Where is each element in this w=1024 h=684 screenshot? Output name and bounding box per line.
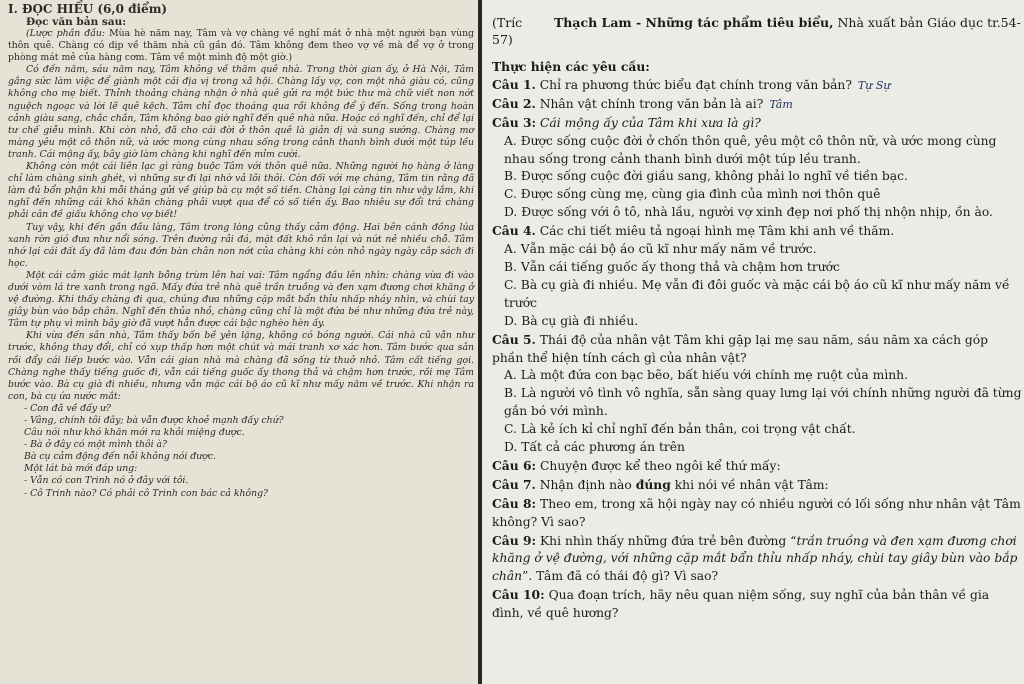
question-text-end: ”. Tâm đã có thái độ gì? Vì sao? — [522, 569, 719, 584]
option-3a: A. Được sống cuộc đời ở chốn thôn quê, yêu một cô thôn nữ, và ước mong cùng nhau sống trong cảnh thanh bình dưới một túp lều tranh. — [504, 133, 997, 166]
option-4b: B. Vẫn cái tiếng guốc ấy thong thả và chậm hơn trước — [504, 259, 840, 274]
option-4a: A. Vẫn mặc cái bộ áo cũ kĩ như mấy năm về trước. — [504, 242, 817, 257]
story-paragraph-2: Không còn một cái liên lạc gì ràng buộc Tâm với thôn quê nữa. Những người họ hàng ở làng chỉ làm chàng sinh ghét, vì những sự đi lại nhờ vả lôi thôi. Còn đối với mẹ chàng, Tâm tin rằng đã làm đủ bổn phận khi mỗi tháng gửi về giúp bà cụ một số tiền. Chàng lại càng tin như vậy lắm, khi nghĩ đến những cái khó khăn chàng phải vượt qua để có số tiền ấy. Bao nhiêu sự đổi trá chàng phải cân đề giấu không cho vợ biết! — [8, 161, 474, 221]
question-text: Nhận định nào — [539, 477, 632, 492]
intro-text: Mùa hè năm nay, Tâm và vợ chàng về nghỉ mát ở nhà một người bạn vùng thôn quê. Chàng có dịp về thăm nhà cũ gần đó. Tâm không đem theo vợ về mà để vợ ở trong phòng mát mẻ của hàng cơm. Tâm về một mình độ một giờ.) — [8, 28, 475, 64]
handwritten-note: Tự Sự — [857, 78, 891, 92]
question-3 — [492, 114, 1022, 133]
question-4 — [492, 222, 1022, 241]
section-heading: I. ĐỌC HIỂU (6,0 điểm) — [8, 2, 168, 16]
question-6 — [492, 457, 1022, 476]
story-paragraph-4: Một cái cảm giác mát lạnh bỗng trùm lên hai vai: Tâm ngẩng đầu lên nhìn: chàng vừa đi vào dưới vòm lá tre xanh trong ngõ. Mấy đứa trẻ nhà quê trần truồng và đen xạm đương chơi khăng ở vệ đường. Khi thấy chàng đi qua, chúng đưa những cặp mắt bẩn thỉu nhấp nháy nhìn, và chùi tay giây bùn vào bắp chân. Nghĩ đến thủa nhỏ, chàng cũng chỉ là một đứa bé như những đứa trẻ này, Tâm tự phụ vì mình bây giờ đã vượt hẳn được cái bậc nghèo hèn ấy. — [8, 269, 474, 330]
question-5 — [492, 331, 1022, 368]
intro-paragraph — [8, 28, 474, 64]
dialogue-line-3: Câu nói như khó khăn mới ra khỏi miệng được. — [24, 427, 245, 439]
dialogue-line-7: - Vẫn có con Trinh nó ở đây với tôi. — [24, 475, 189, 487]
dialogue-line-1: - Con đã về đấy ư? — [24, 402, 111, 414]
question-text: Chỉ ra phương thức biểu đạt chính trong văn bản? — [539, 77, 852, 92]
handwritten-note: Tâm — [769, 97, 793, 111]
option-5c: C. Là kẻ ích kỉ chỉ nghĩ đến bản thân, coi trọng vật chất. — [504, 422, 856, 437]
question-label: Câu 3: — [492, 114, 537, 130]
option-5a: A. Là một đứa con bạc bẽo, bất hiếu với chính mẹ ruột của mình. — [504, 368, 909, 383]
question-quote: trần truồng và đen xạm đương chơi khăng ở vệ đường, với những cặp mắt bẩn thỉu nhấp nháy, chùi tay giây bùn vào bắp chân — [492, 533, 1018, 584]
story-paragraph-3: Tuy vậy, khi đến gần đầu làng, Tâm trong lòng cũng thấy cảm động. Hai bên cánh đồng lúa xanh rờn gió đưa như nổi sóng. Trên đường rải đá, mặt đất khô rắn lại và nứt nẻ nhiều chỗ. Tâm nhớ lại cái đất ấy đã làm đau đớn bàn chân non nớt của chàng khi còn nhỏ ngày ngày cắp sách đi học. — [8, 221, 474, 269]
option-3c: C. Được sống cùng mẹ, cùng gia đình của mình nơi thôn quê — [504, 187, 881, 202]
option-4c: C. Bà cụ già đi nhiều. Mẹ vẫn đi đôi guốc và mặc cái bộ áo cũ kĩ như mấy năm về trước — [504, 277, 1010, 310]
question-label: Câu 8: — [492, 495, 537, 511]
right-page — [482, 0, 1024, 684]
intro-label: (Lược phần đầu: — [26, 28, 106, 39]
question-label: Câu 1. — [492, 76, 536, 92]
question-label: Câu 6: — [492, 457, 537, 473]
question-1 — [492, 76, 1022, 95]
question-emphasis: đúng — [635, 476, 671, 492]
question-text: Cái mộng ấy của Tâm khi xưa là gì? — [540, 115, 761, 130]
left-page — [0, 0, 478, 684]
source-citation — [492, 14, 1022, 48]
option-4d: D. Bà cụ già đi nhiều. — [504, 313, 639, 328]
option-5b: B. Là người vô tình vô nghĩa, sẵn sàng quay lưng lại với chính những người đã từng gắn bó với mình. — [504, 386, 1022, 419]
dialogue-line-4: - Bà ở đây có một mình thôi à? — [24, 439, 168, 451]
option-3d: D. Được sống với ô tô, nhà lầu, người vợ xinh đẹp nơi phố thị nhộn nhịp, ồn ào. — [504, 205, 993, 220]
question-10 — [492, 586, 1022, 623]
story-paragraph-1: Có đến năm, sáu năm nay, Tâm không về thăm quê nhà. Trong thời gian ấy, ở Hà Nội, Tâm gắng sức làm việc để giành một cái địa vị trong xã hội. Chàng lấy vợ, con một nhà giàu có, cũng không cho mẹ biết. Thỉnh thoảng chàng nhận ở nhà quê gửi ra một bức thư mà chữ viết non nớt nguệch ngoạc và lời lẽ quê kệch. Tâm chỉ đọc thoáng qua rồi không để ý đến. Sống trong hoàn cảnh giàu sang, chắc chắn, Tâm không bao giờ nghĩ đến quê nhà nữa. Hoặc có nghĩ đến, chỉ để lại tư chế giễu mình. Khi còn nhỏ, đã cho cái đời ở thôn quê là giản dị và sung sướng. Chàng mơ màng yêu một cô thôn nữ, và ước mong cùng nhau sống trong cảnh thanh bình dưới một túp lều tranh. Cái mộng ấy, bây giờ làm chàng khi nghĩ đến mỉm cười. — [8, 64, 474, 160]
question-label: Câu 10: — [492, 587, 545, 603]
dialogue-line-2: - Vâng, chính tôi đây; bà vẫn được khoẻ mạnh đấy chứ? — [24, 415, 284, 426]
dialogue-line-8: - Cô Trinh nào? Có phải cô Trinh con bác cả không? — [24, 487, 269, 499]
option-3b: B. Được sống cuộc đời giầu sang, không phải lo nghĩ về tiền bạc. — [504, 169, 908, 184]
question-text: Nhân vật chính trong văn bản là ai? — [539, 96, 764, 111]
source-prefix: (Tríc — [492, 15, 523, 30]
dialogue-line-5: Bà cụ cảm động đến nỗi không nói được. — [24, 451, 216, 463]
question-text-end: khi nói về nhân vật Tâm: — [674, 477, 829, 492]
question-2 — [492, 95, 1022, 114]
question-label: Câu 2. — [492, 95, 536, 111]
question-8 — [492, 495, 1022, 532]
question-text: Chuyện được kể theo ngôi kể thứ mấy: — [540, 458, 781, 473]
dialogue-line-6: Một lát bà mới đáp ung: — [24, 463, 138, 475]
section-subheading: Đọc văn bản sau: — [26, 16, 127, 28]
option-5d: D. Tất cả các phương án trên — [504, 440, 685, 455]
story-paragraph-5: Khi vừa đến sân nhà, Tâm thấy bốn bề yên lặng, không có bóng người. Cái nhà cũ vẫn như trước, không thay đổi, chỉ có xụp thấp hơn một chút và mái tranh xơ xác hơn. Tâm bước qua sân rồi đẩy cái liếp bước vào. Vẫn cái gian nhà mà chàng đã sống từ thuở nhỏ. Tâm cất tiếng gọi. Chàng nghe thấy tiếng guốc đi, vẫn cái tiếng guốc ấy thong thả và chậm hơn trước, rồi mẹ Tâm bước vào. Bà cụ già đi nhiều, nhưng vẫn mặc cái bộ áo cũ kĩ như mấy năm về trước. Khi nhận ra con, bà cụ ứa nước mắt: — [8, 330, 474, 402]
question-text: Khi nhìn thấy những đứa trẻ bên đường “ — [540, 533, 797, 548]
task-heading: Thực hiện các yêu cầu: — [492, 59, 650, 74]
question-9 — [492, 532, 1022, 587]
question-text: Các chi tiết miêu tả ngoại hình mẹ Tâm khi anh về thăm. — [539, 224, 895, 239]
question-label: Câu 5. — [492, 331, 536, 347]
source-publisher: Nhà xuất bản Giáo dục tr.54-57) — [492, 15, 1021, 47]
question-label: Câu 4. — [492, 223, 536, 239]
question-text: Theo em, trong xã hội ngày nay có nhiều người có lối sống như nhân vật Tâm không? Vì sao? — [492, 496, 1021, 529]
question-text: Qua đoạn trích, hãy nêu quan niệm sống, suy nghĩ của bản thân về gia đình, về quê hương? — [492, 588, 990, 621]
question-7 — [492, 476, 1022, 495]
question-label: Câu 7. — [492, 476, 536, 492]
question-label: Câu 9: — [492, 532, 537, 548]
source-author: Thạch Lam - Những tác phẩm tiêu biểu, — [554, 15, 834, 30]
question-text: Thái độ của nhân vật Tâm khi gặp lại mẹ sau năm, sáu năm xa cách góp phần thể hiện tính cách gì của nhân vật? — [492, 332, 989, 365]
